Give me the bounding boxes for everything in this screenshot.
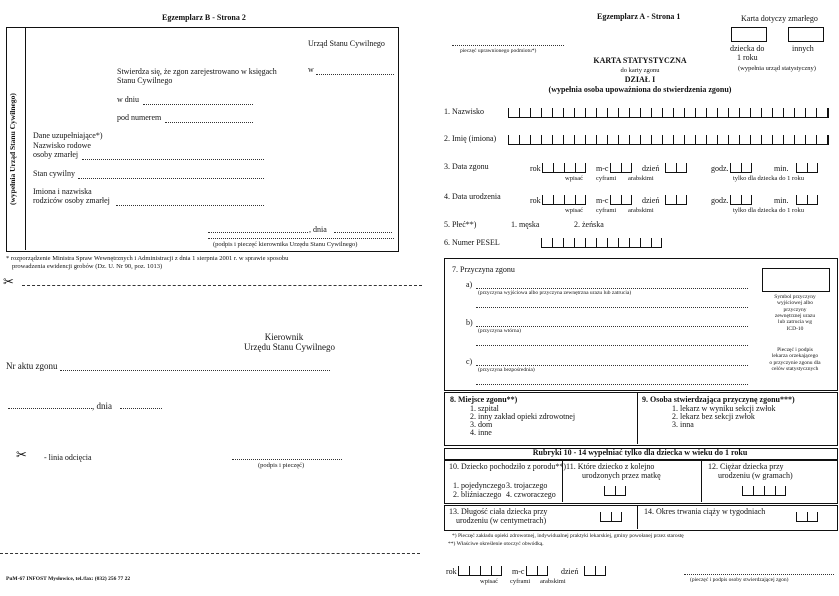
birth-order-field[interactable] xyxy=(604,486,626,496)
death-minute-field[interactable] xyxy=(796,163,818,173)
infant-section-header: Rubryki 10 - 14 wypełniać tylko dla dziecka w wieku do 1 roku xyxy=(532,448,748,457)
maiden-name-field[interactable] xyxy=(82,159,264,160)
copy-a-header: Egzemplarz A - Strona 1 xyxy=(597,12,681,21)
place-home-option[interactable]: 3. dom xyxy=(470,420,493,429)
registration-number-field[interactable] xyxy=(165,122,253,123)
registration-date-field[interactable] xyxy=(143,104,253,105)
certifier-no-autopsy-option[interactable]: 2. lekarz bez sekcji zwłok xyxy=(672,412,755,421)
birth-hour-field[interactable] xyxy=(730,195,752,205)
usc-vertical-label: (wypełnia Urząd Stanu Cywilnego) xyxy=(8,93,17,205)
place2-field[interactable] xyxy=(8,408,92,409)
death-month-field[interactable] xyxy=(610,163,632,173)
civil-status-field[interactable] xyxy=(78,178,264,179)
place-hospital-option[interactable]: 1. szpital xyxy=(470,404,499,413)
birth-year-field[interactable] xyxy=(542,195,586,205)
office-field[interactable] xyxy=(316,74,394,75)
icd-code-box[interactable] xyxy=(762,268,830,292)
birth-minute-field[interactable] xyxy=(796,195,818,205)
place-field[interactable] xyxy=(208,232,308,233)
birth-triplet-option[interactable]: 3. trojaczego xyxy=(506,481,548,490)
form-title: KARTA STATYSTYCZNA xyxy=(593,56,687,65)
place-other-facility-option[interactable]: 2. inny zakład opieki zdrowotnej xyxy=(470,412,576,421)
birth-weight-field[interactable] xyxy=(742,486,786,496)
birth-length-field[interactable] xyxy=(600,512,622,522)
sex-female-option[interactable]: 2. żeńska xyxy=(574,220,604,229)
other-checkbox[interactable] xyxy=(788,27,824,42)
death-act-number-field[interactable] xyxy=(60,370,330,371)
stamp-area xyxy=(452,45,564,46)
certifier-other-option[interactable]: 3. inna xyxy=(672,420,694,429)
cut-line xyxy=(22,285,422,286)
surname-field[interactable] xyxy=(508,108,829,118)
date2-field[interactable] xyxy=(120,408,162,409)
date-field[interactable] xyxy=(334,232,392,233)
birth-month-field[interactable] xyxy=(610,195,632,205)
scissors-icon: ✂ xyxy=(16,448,27,463)
signature2-field[interactable] xyxy=(232,459,342,460)
gestation-weeks-field[interactable] xyxy=(796,512,818,522)
card-for-label: Karta dotyczy zmarłego xyxy=(741,14,818,23)
death-year-field[interactable] xyxy=(542,163,586,173)
birth-day-field[interactable] xyxy=(665,195,687,205)
birth-quadruplet-option[interactable]: 4. czworaczego xyxy=(506,490,556,499)
certifier-signature-field[interactable] xyxy=(684,574,834,575)
sex-male-option[interactable]: 1. męska xyxy=(511,220,540,229)
death-hour-field[interactable] xyxy=(730,163,752,173)
cause-c-field[interactable] xyxy=(476,365,748,366)
pesel-field[interactable] xyxy=(541,238,662,248)
certifier-autopsy-option[interactable]: 1. lekarz w wyniku sekcji zwłok xyxy=(672,404,776,413)
first-name-field[interactable] xyxy=(508,135,829,145)
cause-b-field[interactable] xyxy=(476,326,748,327)
fill-year-field[interactable] xyxy=(458,566,502,576)
office-label: Urząd Stanu Cywilnego xyxy=(308,39,385,48)
cause-a-field[interactable] xyxy=(476,288,748,289)
fill-month-field[interactable] xyxy=(526,566,548,576)
death-day-field[interactable] xyxy=(665,163,687,173)
birth-twin-option[interactable]: 2. bliźniaczego xyxy=(453,490,502,499)
scissors-icon: ✂ xyxy=(3,275,14,290)
print-info: PuM-67 INFOST Mysłowice, tel./fax: (032) 256 77 22 xyxy=(6,576,131,582)
child-checkbox[interactable] xyxy=(731,27,767,42)
place-other-option[interactable]: 4. inne xyxy=(470,428,492,437)
parents-field[interactable] xyxy=(116,205,264,206)
fill-day-field[interactable] xyxy=(584,566,606,576)
birth-single-option[interactable]: 1. pojedynczego xyxy=(453,481,506,490)
copy-b-header: Egzemplarz B - Strona 2 xyxy=(162,13,246,22)
